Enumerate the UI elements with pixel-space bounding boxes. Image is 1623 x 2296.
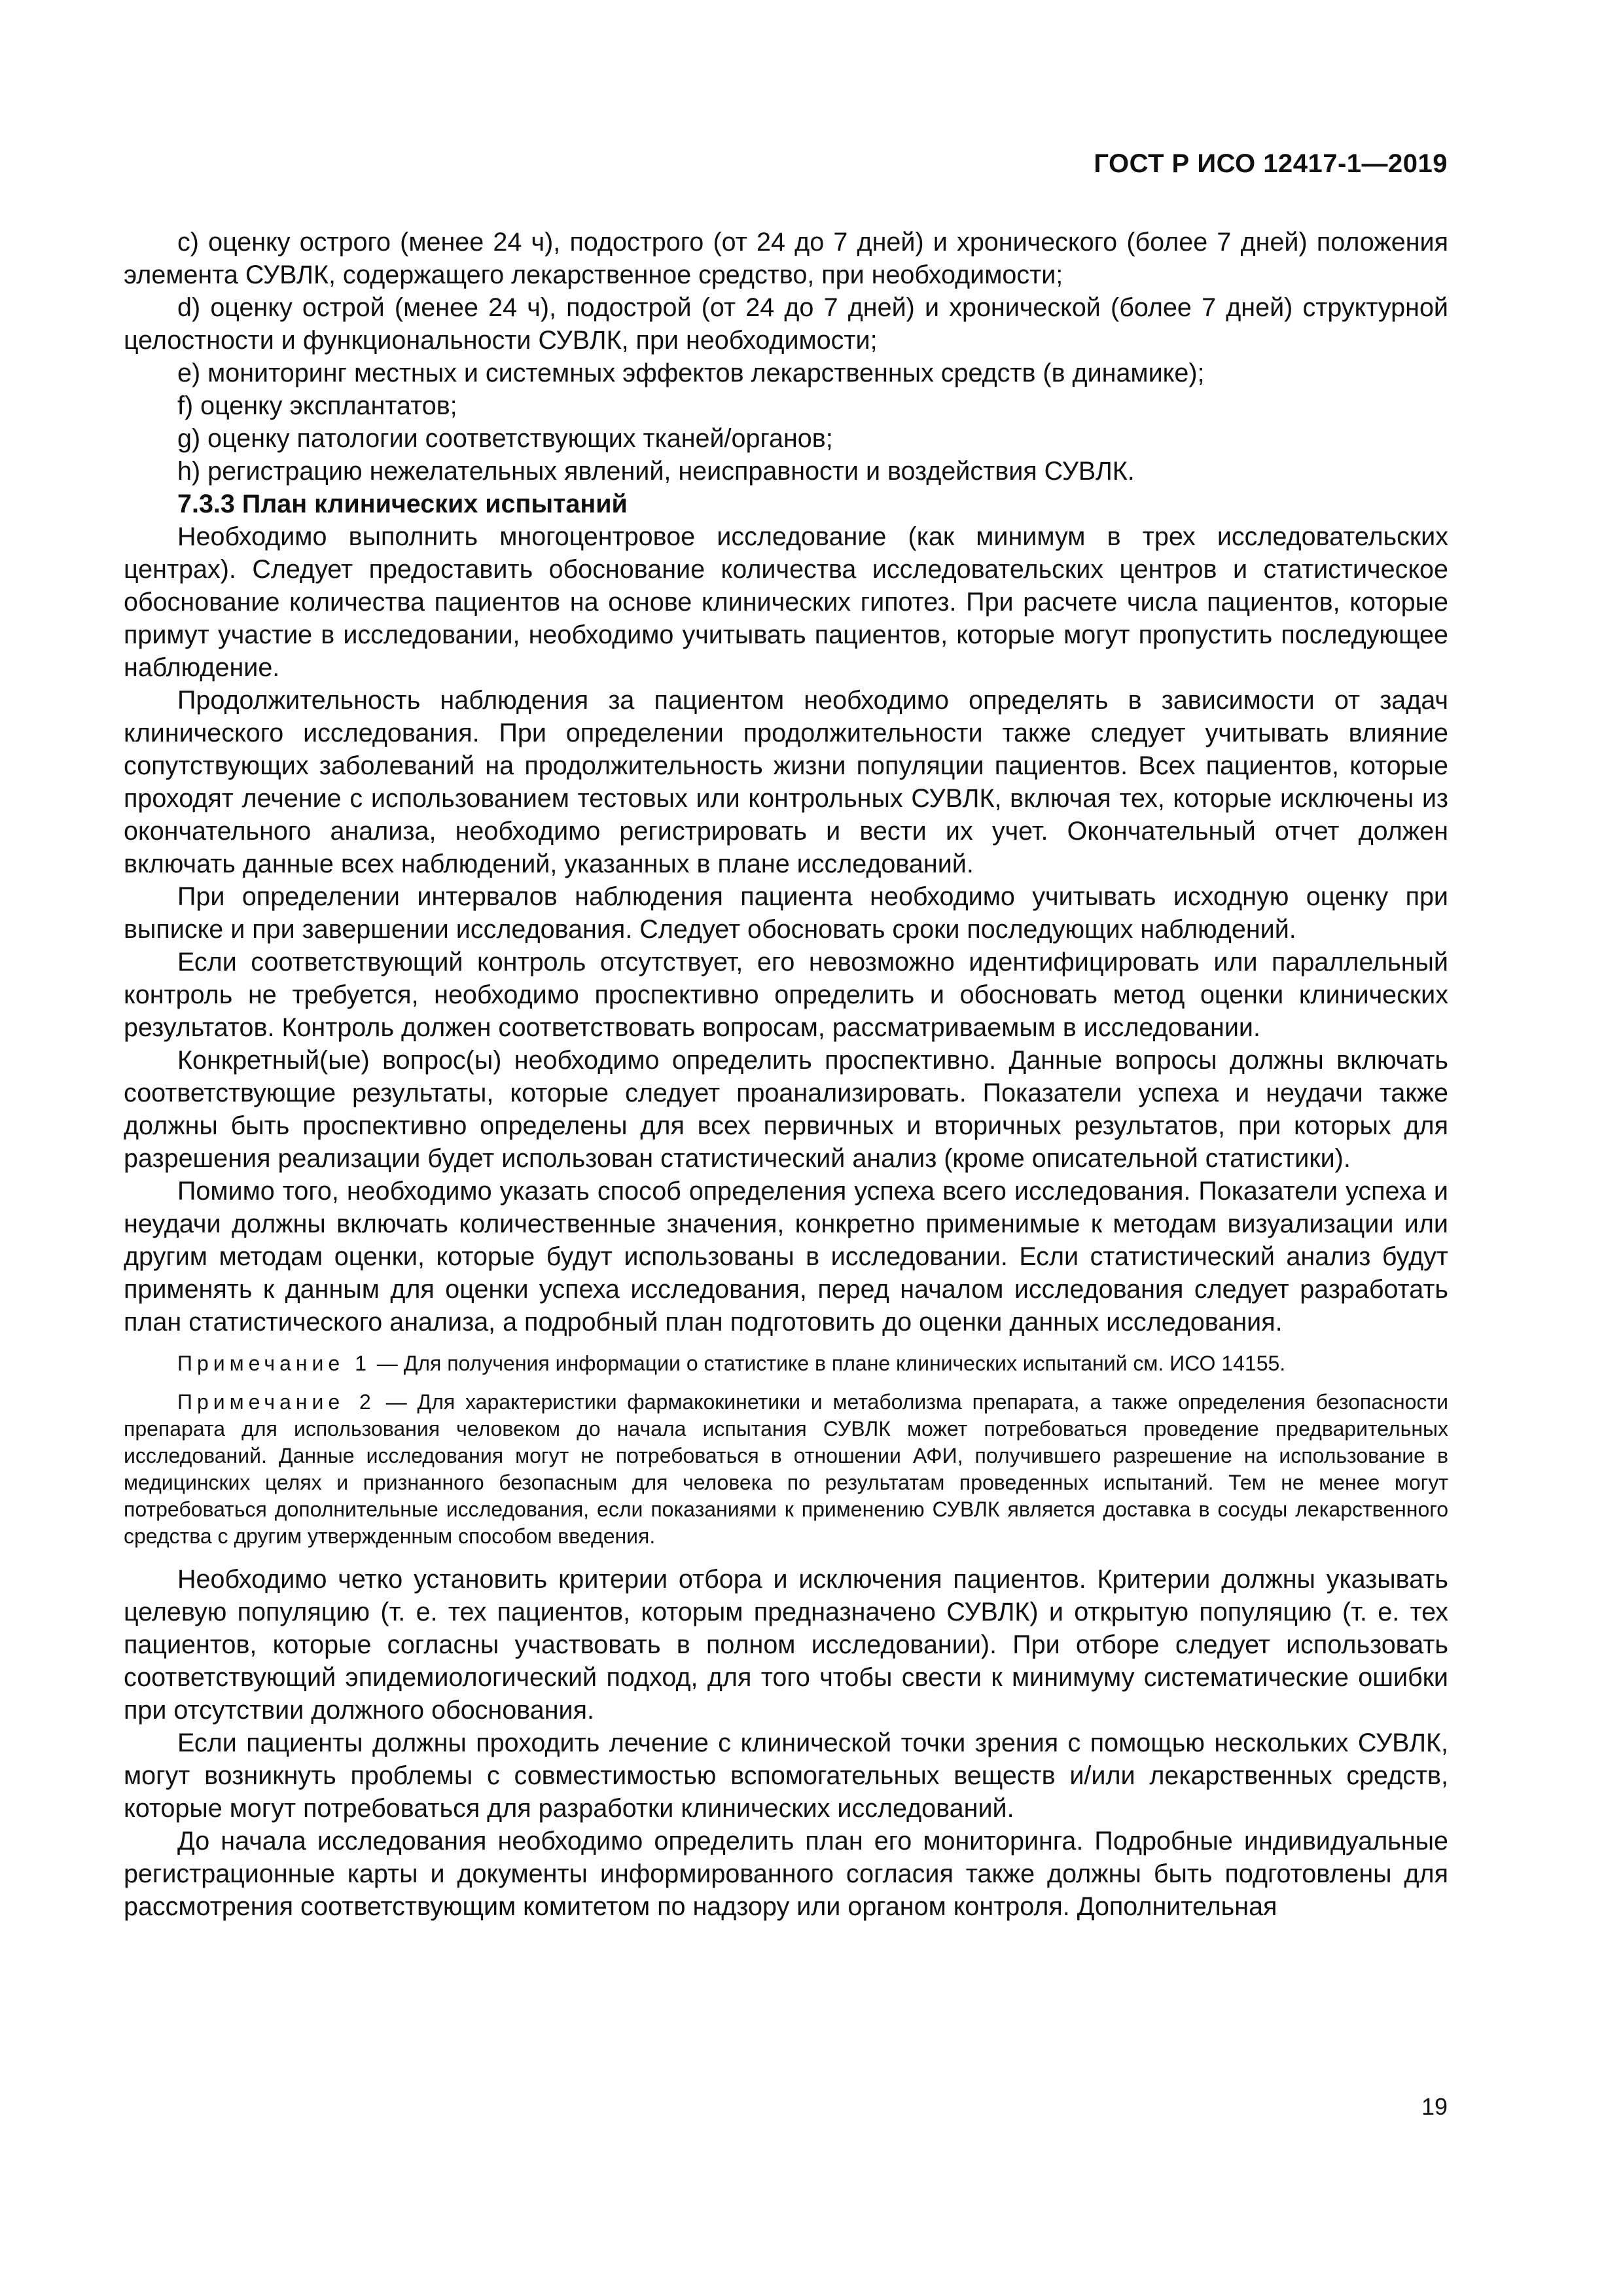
paragraph: Помимо того, необходимо указать способ определения успеха всего исследования. Показатели успеха и неудачи должны включать количественные значения, конкретно применимые к методам визуализации или другим методам оценки, которые будут использованы в исследовании. Если статистический анализ будут применять к данным для оценки успеха исследования, перед началом исследования следует разработать план статистического анализа, а подробный план подготовить до оценки данных исследования. bbox=[124, 1177, 1448, 1336]
note-1 bbox=[124, 1350, 1448, 1377]
note-text: — Для характеристики фармакокинетики и метаболизма препарата, а также определения безопасности препарата для использования человеком до начала испытания СУВЛК может потребоваться проведение предварительных исследований. Данные исследования могут не потребоваться в отношении АФИ, получившего разрешение на использование в медицинских целях и признанного безопасным для человека по результатам проведенных испытаний. Тем не менее могут потребоваться дополнительные исследования, если показаниями к применению СУВЛК является доставка в сосуды лекарственного средства с другим утвержденным способом введения. bbox=[124, 1390, 1449, 1548]
paragraph: До начала исследования необходимо определить план его мониторинга. Подробные индивидуальные регистрационные карты и документы информированного согласия также должны быть подготовлены для рассмотрения соответствующим комитетом по надзору или органом контроля. Дополнительная bbox=[124, 1827, 1448, 1921]
list-item-d: d) оценку острой (менее 24 ч), подострой (от 24 до 7 дней) и хронической (более 7 дней) структурной целостности и функциональности СУВЛК, при необходимости; bbox=[124, 293, 1448, 355]
note-2 bbox=[124, 1389, 1448, 1550]
note-label: Примечание 1 bbox=[177, 1352, 371, 1375]
list-item-e: e) мониторинг местных и системных эффектов лекарственных средств (в динамике); bbox=[177, 359, 1205, 387]
paragraph: Если соответствующий контроль отсутствует, его невозможно идентифицировать или параллельный контроль не требуется, необходимо проспективно определить и обосновать метод оценки клинических результатов. Контроль должен соответствовать вопросам, рассматриваемым в исследовании. bbox=[124, 948, 1448, 1042]
paragraph: Если пациенты должны проходить лечение с клинической точки зрения с помощью нескольких СУВЛК, могут возникнуть проблемы с совместимостью вспомогательных веществ и/или лекарственных средств, которые могут потребоваться для разработки клинических исследований. bbox=[124, 1729, 1448, 1823]
paragraph: Продолжительность наблюдения за пациентом необходимо определять в зависимости от задач клинического исследования. При определении продолжительности также следует учитывать влияние сопутствующих заболеваний на продолжительность жизни популяции пациентов. Всех пациентов, которые проходят лечение с использованием тестовых или контрольных СУВЛК, включая тех, которые исключены из окончательного анализа, необходимо регистрировать и вести их учет. Окончательный отчет должен включать данные всех наблюдений, указанных в плане исследований. bbox=[124, 686, 1448, 878]
list-item-g: g) оценку патологии соответствующих тканей/органов; bbox=[177, 424, 833, 453]
notes bbox=[124, 1350, 1448, 1550]
section-heading: 7.3.3 План клинических испытаний bbox=[177, 490, 628, 518]
document-body bbox=[124, 226, 1448, 1923]
paragraph: При определении интервалов наблюдения пациента необходимо учитывать исходную оценку при выписке и при завершении исследования. Следует обосновать сроки последующих наблюдений. bbox=[124, 882, 1448, 944]
paragraph: Необходимо выполнить многоцентровое исследование (как минимум в трех исследовательских центрах). Следует предоставить обоснование количества исследовательских центров и статистическое обоснование количества пациентов на основе клинических гипотез. При расчете числа пациентов, которые примут участие в исследовании, необходимо учитывать пациентов, которые могут пропустить последующее наблюдение. bbox=[124, 522, 1448, 682]
paragraph: Конкретный(ые) вопрос(ы) необходимо определить проспективно. Данные вопросы должны включать соответствующие результаты, которые следует проанализировать. Показатели успеха и неудачи также должны быть проспективно определены для всех первичных и вторичных результатов, при которых для разрешения реализации будет использован статистический анализ (кроме описательной статистики). bbox=[124, 1046, 1448, 1173]
note-text: — Для получения информации о статистике в плане клинических испытаний см. ИСО 14155. bbox=[370, 1352, 1286, 1375]
note-label: Примечание 2 bbox=[177, 1390, 376, 1414]
list-item-f: f) оценку эксплантатов; bbox=[177, 391, 457, 420]
list-item-h: h) регистрацию нежелательных явлений, неисправности и воздействия СУВЛК. bbox=[177, 457, 1135, 486]
list-item-c: с) оценку острого (менее 24 ч), подострого (от 24 до 7 дней) и хронического (более 7 дней) положения элемента СУВЛК, содержащего лекарственное средство, при необходимости; bbox=[124, 228, 1448, 289]
paragraph: Необходимо четко установить критерии отбора и исключения пациентов. Критерии должны указывать целевую популяцию (т. е. тех пациентов, которым предназначено СУВЛК) и открытую популяцию (т. е. тех пациентов, которые согласны участвовать в полном исследовании). При отборе следует использовать соответствующий эпидемиологический подход, для того чтобы свести к минимуму систематические ошибки при отсутствии должного обоснования. bbox=[124, 1565, 1448, 1725]
page-number: 19 bbox=[1421, 2093, 1448, 2120]
document-header: ГОСТ Р ИСО 12417-1—2019 bbox=[1094, 149, 1448, 178]
